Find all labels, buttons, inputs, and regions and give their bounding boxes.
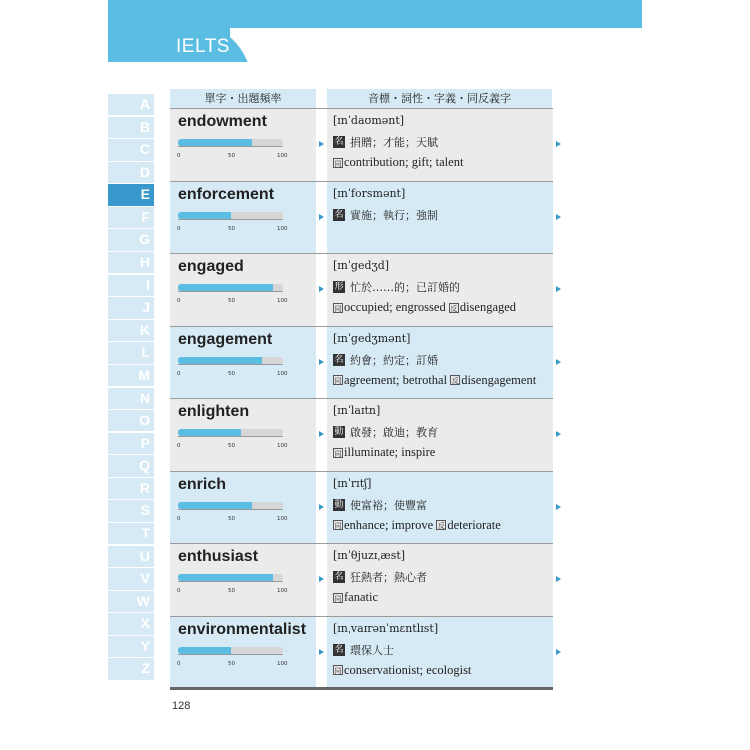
alphabet-tab-b[interactable]: B: [108, 117, 154, 138]
alphabet-tab-t[interactable]: T: [108, 523, 154, 544]
antonym-text: disengagement: [461, 372, 537, 387]
meaning-text: 忙於……的；已訂婚的: [350, 281, 460, 294]
antonym-badge: 反: [437, 522, 445, 530]
arrow-right-icon: [319, 504, 324, 510]
synonym-text: agreement; betrothal: [344, 372, 448, 387]
antonym-text: deteriorate: [447, 517, 501, 532]
pronunciation: [ɪnˈdaʊmənt]: [333, 114, 405, 127]
arrow-right-icon: [319, 431, 324, 437]
meaning-text: 實施；執行；強制: [350, 208, 438, 222]
synonym-text: illuminate; inspire: [344, 445, 436, 459]
arrow-right-icon: [556, 141, 561, 147]
alphabet-tab-g[interactable]: G: [108, 229, 154, 250]
tick-label: 0: [177, 660, 181, 667]
alphabet-tab-h[interactable]: H: [108, 252, 154, 273]
synonym-text: contribution; gift; talent: [344, 155, 464, 169]
tick-label: 0: [177, 515, 181, 522]
vocab-word: enlighten: [178, 403, 250, 420]
word-cell: [170, 327, 316, 399]
vocab-word: enforcement: [178, 185, 275, 203]
tick-label: 0: [177, 298, 181, 304]
frequency-fill: [178, 502, 252, 509]
meaning-text: 捐贈；才能；天賦: [350, 136, 438, 149]
alphabet-tab-f[interactable]: F: [108, 207, 154, 228]
frequency-bar: [178, 647, 283, 654]
alphabet-tab-p[interactable]: P: [108, 433, 154, 454]
word-cell: [170, 544, 316, 616]
part-of-speech-badge: 形: [334, 282, 344, 292]
tick-label: 100: [277, 225, 288, 232]
tick-label: 0: [177, 225, 181, 232]
arrow-right-icon: [556, 431, 561, 437]
title-tab-curve: [230, 28, 254, 62]
arrow-right-icon: [319, 214, 324, 220]
detail-cell: [327, 617, 553, 687]
vocab-row: [170, 398, 553, 471]
detail-cell: [327, 544, 553, 616]
vocabulary-list: [170, 108, 553, 690]
pronunciation: [ɪnˈgedʒd]: [333, 259, 390, 272]
synonyms: [333, 663, 471, 678]
alphabet-tab-l[interactable]: L: [108, 342, 154, 363]
synonym-badge: 同: [334, 667, 342, 675]
meaning-text: 啟發；啟迪；教育: [350, 426, 438, 439]
arrow-right-icon: [556, 649, 561, 655]
vocab-row: [170, 253, 553, 326]
alphabet-tab-k[interactable]: K: [108, 320, 154, 341]
tick-label: 50: [228, 588, 235, 594]
meaning-text: 約會；約定；訂婚: [350, 353, 438, 367]
frequency-fill: [178, 357, 262, 364]
frequency-bar: [178, 574, 283, 581]
detail-cell: [327, 254, 553, 326]
synonyms: [333, 518, 501, 533]
vocab-word: endowment: [178, 113, 267, 130]
arrow-right-icon: [319, 576, 324, 582]
part-of-speech-badge: 名: [334, 354, 344, 365]
header-band: [108, 0, 642, 28]
alphabet-tab-s[interactable]: S: [108, 500, 154, 521]
synonyms: [333, 590, 378, 605]
synonyms: [333, 155, 463, 170]
synonym-badge: 同: [334, 522, 342, 530]
vocab-word: enthusiast: [178, 548, 259, 565]
tick-label: 0: [177, 153, 181, 159]
synonym-badge: 同: [334, 594, 342, 603]
alphabet-tab-y[interactable]: Y: [108, 636, 154, 657]
frequency-axis: [178, 219, 283, 223]
alphabet-tab-z[interactable]: Z: [108, 658, 154, 679]
tick-label: 100: [277, 153, 288, 159]
meaning-text: 使富裕；使豐富: [350, 498, 427, 512]
column-header-details: 音標・詞性・字義・同反義字: [327, 89, 552, 108]
vocab-row: [170, 471, 553, 544]
page-number: 128: [172, 700, 191, 712]
frequency-axis: [178, 291, 283, 295]
synonym-text: occupied; engrossed: [344, 300, 446, 314]
alphabet-tab-q[interactable]: Q: [108, 455, 154, 476]
alphabet-tab-a[interactable]: A: [108, 94, 154, 115]
alphabet-tab-o[interactable]: O: [108, 410, 154, 431]
pronunciation: [ɪnˈrɪtʃ]: [333, 476, 372, 490]
vocab-word: engaged: [178, 258, 244, 275]
tick-label: 50: [228, 298, 235, 304]
vocab-row: [170, 326, 553, 399]
arrow-right-icon: [319, 649, 324, 655]
synonym-text: conservationist; ecologist: [344, 662, 472, 677]
frequency-bar: [178, 357, 283, 364]
frequency-fill: [178, 139, 252, 146]
frequency-axis: [178, 364, 283, 368]
meaning-text: 狂熱者；熱心者: [350, 571, 427, 584]
part-of-speech-badge: 動: [334, 427, 344, 437]
alphabet-index: [108, 94, 154, 681]
word-cell: [170, 254, 316, 326]
tick-label: 50: [228, 225, 235, 232]
detail-cell: [327, 109, 553, 181]
arrow-right-icon: [556, 359, 561, 365]
alphabet-tab-x[interactable]: X: [108, 613, 154, 634]
synonyms: [333, 300, 516, 315]
definition: [333, 134, 438, 150]
pronunciation: [ɪnˈθjuzɪˌæst]: [333, 549, 406, 562]
alphabet-tab-u[interactable]: U: [108, 546, 154, 567]
frequency-axis: [178, 654, 283, 658]
tick-label: 50: [228, 370, 235, 377]
synonyms: [333, 445, 435, 460]
synonym-badge: 同: [334, 377, 342, 385]
alphabet-tab-j[interactable]: J: [108, 297, 154, 318]
synonym-badge: 同: [334, 159, 342, 168]
pronunciation: [ɪnˈforsmənt]: [333, 186, 406, 200]
frequency-bar: [178, 284, 283, 291]
definition: [333, 424, 438, 440]
synonym-text: fanatic: [344, 590, 379, 604]
part-of-speech-badge: 名: [334, 644, 344, 655]
word-cell: [170, 182, 316, 254]
tick-label: 0: [177, 588, 181, 594]
tick-label: 0: [177, 443, 181, 449]
vocab-row: [170, 616, 553, 690]
definition: [333, 352, 438, 368]
tick-label: 50: [228, 443, 235, 449]
arrow-right-icon: [556, 214, 561, 220]
alphabet-tab-r[interactable]: R: [108, 478, 154, 499]
frequency-fill: [178, 284, 273, 291]
frequency-axis: [178, 146, 283, 150]
tick-label: 50: [228, 515, 235, 522]
definition: [333, 642, 394, 658]
synonym-badge: 同: [334, 304, 342, 313]
frequency-axis: [178, 509, 283, 513]
frequency-fill: [178, 647, 231, 654]
alphabet-tab-d[interactable]: D: [108, 162, 154, 183]
word-cell: [170, 399, 316, 471]
meaning-text: 環保人士: [350, 643, 394, 657]
arrow-right-icon: [556, 576, 561, 582]
frequency-fill: [178, 429, 241, 436]
vocab-word: enrich: [178, 475, 227, 493]
pronunciation: [ɪnˌvaɪrənˈmɛntlɪst]: [333, 621, 439, 635]
word-cell: [170, 472, 316, 544]
detail-cell: [327, 399, 553, 471]
arrow-right-icon: [319, 141, 324, 147]
tick-label: 100: [277, 588, 288, 594]
alphabet-tab-c[interactable]: C: [108, 139, 154, 160]
tick-label: 100: [277, 443, 288, 449]
synonym-badge: 同: [334, 449, 342, 458]
alphabet-tab-w[interactable]: W: [108, 591, 154, 612]
frequency-axis: [178, 581, 283, 585]
pronunciation: [ɪnˈlaɪtn]: [333, 404, 381, 417]
vocab-word: engagement: [178, 330, 273, 348]
tick-label: 50: [228, 153, 235, 159]
alphabet-tab-i[interactable]: I: [108, 275, 154, 296]
frequency-fill: [178, 212, 231, 219]
arrow-right-icon: [319, 359, 324, 365]
synonyms: [333, 373, 536, 388]
alphabet-tab-n[interactable]: N: [108, 388, 154, 409]
vocab-row: [170, 181, 553, 254]
definition: [333, 569, 427, 585]
column-header-word: 單字・出題頻率: [170, 89, 316, 108]
tick-label: 100: [277, 370, 288, 377]
part-of-speech-badge: 名: [334, 209, 344, 220]
antonym-badge: 反: [451, 377, 459, 385]
arrow-right-icon: [319, 286, 324, 292]
pronunciation: [ɪnˈgedʒmənt]: [333, 331, 411, 345]
synonym-text: enhance; improve: [344, 517, 434, 532]
tick-label: 100: [277, 660, 288, 667]
detail-cell: [327, 472, 553, 544]
frequency-bar: [178, 429, 283, 436]
definition: [333, 279, 460, 295]
tick-label: 100: [277, 298, 288, 304]
detail-cell: [327, 327, 553, 399]
frequency-bar: [178, 502, 283, 509]
vocab-row: [170, 108, 553, 181]
frequency-fill: [178, 574, 273, 581]
part-of-speech-badge: 動: [334, 499, 344, 510]
vocab-word: environmentalist: [178, 620, 307, 638]
frequency-axis: [178, 436, 283, 440]
alphabet-tab-e[interactable]: E: [108, 184, 154, 205]
part-of-speech-badge: 名: [334, 137, 344, 147]
frequency-bar: [178, 212, 283, 219]
alphabet-tab-v[interactable]: V: [108, 568, 154, 589]
word-cell: [170, 617, 316, 687]
frequency-bar: [178, 139, 283, 146]
definition: [333, 497, 427, 513]
tick-label: 50: [228, 660, 235, 667]
part-of-speech-badge: 名: [334, 572, 344, 582]
antonym-badge: 反: [450, 304, 458, 313]
antonym-text: disengaged: [459, 300, 517, 314]
vocab-row: [170, 543, 553, 616]
definition: [333, 207, 438, 223]
arrow-right-icon: [556, 286, 561, 292]
arrow-right-icon: [556, 504, 561, 510]
tick-label: 100: [277, 515, 288, 522]
tick-label: 0: [177, 370, 181, 377]
detail-cell: [327, 182, 553, 254]
word-cell: [170, 109, 316, 181]
alphabet-tab-m[interactable]: M: [108, 365, 154, 386]
page-title: IELTS: [176, 36, 230, 57]
